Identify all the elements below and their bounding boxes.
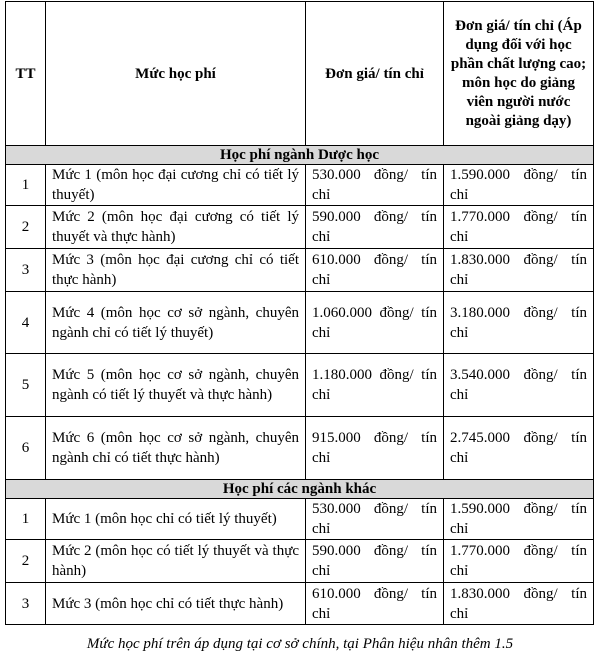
header-level: Mức học phí [46,2,306,146]
cell-tt: 5 [6,354,46,417]
cell-desc: Mức 1 (môn học đại cương chỉ có tiết lý thuyết) [46,165,306,206]
cell-price: 610.000 đồng/ tín chỉ [306,583,444,625]
table-row [6,206,594,249]
cell-desc: Mức 3 (môn học chỉ có tiết thực hành) [46,583,306,625]
cell-price-hq: 3.180.000 đồng/ tín chỉ [444,292,594,354]
section-row [6,146,594,165]
cell-tt: 4 [6,292,46,354]
cell-price: 530.000 đồng/ tín chỉ [306,499,444,540]
cell-desc: Mức 5 (môn học cơ sở ngành, chuyên ngành có tiết lý thuyết và thực hành) [46,354,306,417]
cell-desc: Mức 2 (môn học đại cương có tiết lý thuyết và thực hành) [46,206,306,249]
cell-price: 1.060.000 đồng/ tín chỉ [306,292,444,354]
cell-price-hq: 3.540.000 đồng/ tín chỉ [444,354,594,417]
cell-price: 530.000 đồng/ tín chỉ [306,165,444,206]
cell-tt: 2 [6,540,46,583]
header-price: Đơn giá/ tín chỉ [306,2,444,146]
cell-price-hq: 1.770.000 đồng/ tín chỉ [444,540,594,583]
tuition-table [5,1,594,625]
table-row [6,540,594,583]
cell-desc: Mức 6 (môn học cơ sở ngành, chuyên ngành chỉ có tiết thực hành) [46,417,306,480]
cell-price: 1.180.000 đồng/ tín chỉ [306,354,444,417]
table-row [6,165,594,206]
cell-tt: 2 [6,206,46,249]
cell-tt: 1 [6,165,46,206]
cell-price-hq: 1.590.000 đồng/ tín chỉ [444,165,594,206]
cell-price: 610.000 đồng/ tín chỉ [306,249,444,292]
table-row [6,292,594,354]
section-title: Học phí ngành Dược học [6,146,594,165]
cell-desc: Mức 2 (môn học có tiết lý thuyết và thực hành) [46,540,306,583]
cell-tt: 1 [6,499,46,540]
cell-price: 915.000 đồng/ tín chỉ [306,417,444,480]
table-row [6,499,594,540]
cell-price: 590.000 đồng/ tín chỉ [306,206,444,249]
table-row [6,583,594,625]
cell-price-hq: 2.745.000 đồng/ tín chỉ [444,417,594,480]
cell-tt: 3 [6,583,46,625]
header-row [6,2,594,146]
cell-desc: Mức 3 (môn học đại cương chỉ có tiết thực hành) [46,249,306,292]
cell-desc: Mức 4 (môn học cơ sở ngành, chuyên ngành chỉ có tiết lý thuyết) [46,292,306,354]
table-row [6,417,594,480]
cell-price: 590.000 đồng/ tín chỉ [306,540,444,583]
cell-tt: 6 [6,417,46,480]
cell-price-hq: 1.830.000 đồng/ tín chỉ [444,583,594,625]
table-row [6,354,594,417]
cell-tt: 3 [6,249,46,292]
cell-desc: Mức 1 (môn học chỉ có tiết lý thuyết) [46,499,306,540]
section-title: Học phí các ngành khác [6,480,594,499]
section-row [6,480,594,499]
table-caption: Mức học phí trên áp dụng tại cơ sở chính, tại Phân hiệu nhân thêm 1.5 [86,636,514,652]
table-row [6,249,594,292]
cell-price-hq: 1.590.000 đồng/ tín chỉ [444,499,594,540]
header-price-high-quality: Đơn giá/ tín chỉ (Áp dụng đối với học phần chất lượng cao; môn học do giảng viên người nước ngoài giảng dạy) [444,2,594,146]
cell-price-hq: 1.770.000 đồng/ tín chỉ [444,206,594,249]
cell-price-hq: 1.830.000 đồng/ tín chỉ [444,249,594,292]
header-tt: TT [6,2,46,146]
